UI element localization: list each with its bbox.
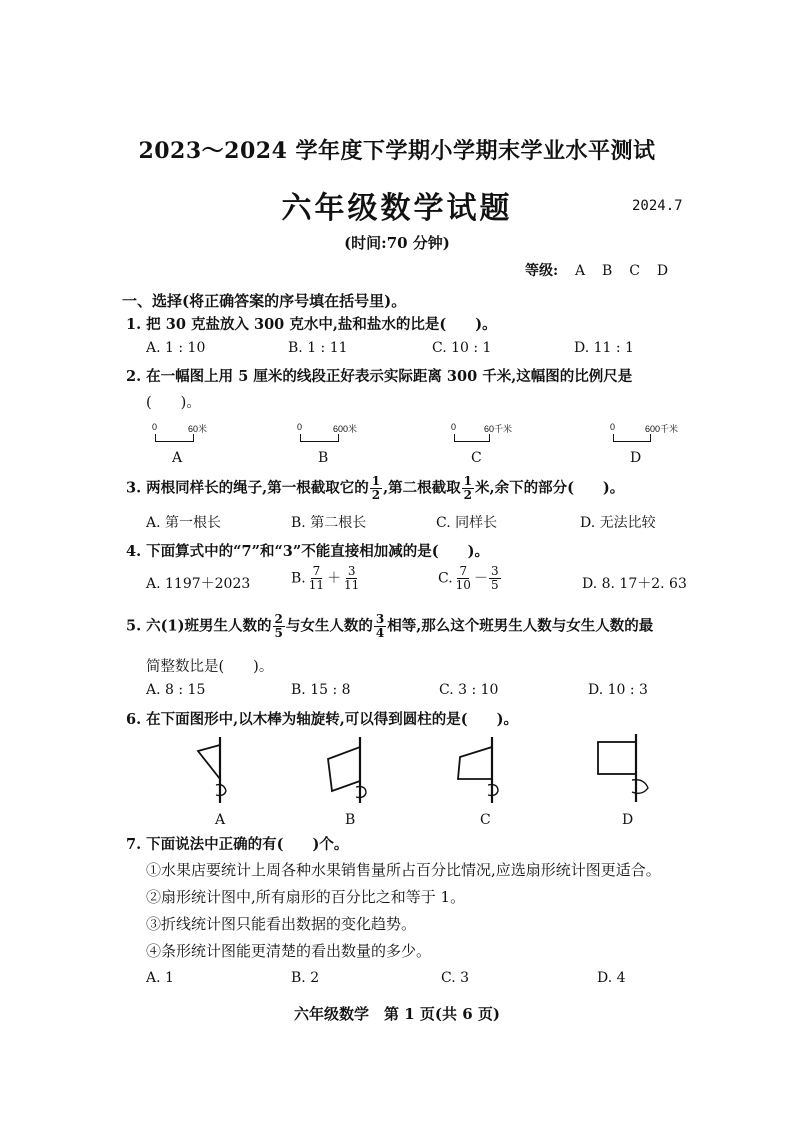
- grade-level: B: [602, 263, 613, 279]
- q3-text: 米,余下的部分( )。: [475, 479, 625, 497]
- scale-zero: 0: [451, 422, 457, 432]
- q6-figure-a: [180, 735, 260, 807]
- question-5-line2: 简整数比是( )。: [146, 659, 274, 675]
- q2-option-a: A: [172, 450, 183, 466]
- q2-option-c: C: [471, 450, 482, 466]
- q6-option-c: C: [480, 812, 491, 828]
- q6-figure-b: [320, 735, 400, 807]
- q1-option-a: A. 1 : 10: [146, 340, 206, 356]
- grade-level: D: [656, 263, 669, 279]
- question-4: 4. 下面算式中的“7”和“3”不能直接相加减的是( )。: [126, 543, 489, 560]
- scale-zero: 0: [152, 422, 158, 432]
- q7-option-a: A. 1: [146, 970, 174, 986]
- exam-date: 2024.7: [632, 198, 683, 214]
- scale-unit: 600千米: [645, 424, 679, 434]
- question-3: [126, 475, 624, 502]
- q5-option-a: A. 8 : 15: [146, 682, 206, 698]
- q3-option-b: B. 第二根长: [291, 515, 367, 531]
- scale-line: [613, 434, 651, 442]
- q6-option-a: A: [215, 812, 226, 828]
- q2-option-d: D: [630, 450, 642, 466]
- q4-option-a: A. 1197＋2023: [146, 576, 251, 592]
- q1-option-d: D. 11 : 1: [574, 340, 634, 356]
- scale-unit: 60米: [188, 424, 208, 434]
- q6-figure-d: [590, 732, 670, 807]
- q4-option-d: D. 8. 17＋2. 63: [582, 576, 687, 592]
- q7-statement: ④条形统计图能更清楚的看出数量的多少。: [146, 942, 432, 960]
- q5-option-b: B. 15 : 8: [291, 682, 351, 698]
- q2-option-b: B: [318, 450, 329, 466]
- exam-series-title: 2023～2024 学年度下学期小学期末学业水平测试: [138, 138, 656, 164]
- q1-option-b: B. 1 : 11: [288, 340, 348, 356]
- q3-option-a: A. 第一根长: [146, 515, 222, 531]
- q6-option-d: D: [622, 812, 634, 828]
- fraction: $\frac{1}{2}$: [371, 474, 381, 502]
- grade-level: C: [629, 263, 640, 279]
- q3-text: ,第二根截取: [383, 479, 461, 497]
- question-7: 7. 下面说法中正确的有( )个。: [126, 836, 349, 853]
- scale-zero: 0: [610, 422, 616, 432]
- question-6: 6. 在下面图形中,以木棒为轴旋转,可以得到圆柱的是( )。: [126, 711, 519, 728]
- q4-option-c: C. $\frac{7}{10}$ － $\frac{3}{5}$: [438, 564, 499, 592]
- scale-unit: 60千米: [484, 424, 513, 434]
- q7-statement: ③折线统计图只能看出数据的变化趋势。: [146, 915, 417, 933]
- scale-bar-d: [610, 422, 685, 445]
- question-2: 2. 在一幅图上用 5 厘米的线段正好表示实际距离 300 千米,这幅图的比例尺是: [126, 368, 633, 385]
- scale-line: [155, 434, 194, 442]
- q1-option-c: C. 10 : 1: [432, 340, 492, 356]
- q5-option-c: C. 3 : 10: [439, 682, 499, 698]
- question-5: 5. 六(1)班男生人数的 $\frac{2}{5}$ 与女生人数的 $\frac{3}{4}$ 相等,那么这个班男生人数与女生人数的最: [126, 612, 654, 640]
- section-heading: 一、选择(将正确答案的序号填在括号里)。: [122, 292, 407, 310]
- q3-option-d: D. 无法比较: [580, 515, 656, 531]
- grade-level: A: [575, 263, 586, 279]
- fraction: $\frac{1}{2}$: [463, 474, 473, 502]
- grade-row: [525, 260, 668, 280]
- scale-line: [454, 434, 490, 442]
- question-2-line2: ( )。: [146, 395, 201, 411]
- grade-label: 等级:: [525, 263, 559, 279]
- q7-statement: ①水果店要统计上周各种水果销售量所占百分比情况,应选扇形统计图更适合。: [146, 861, 661, 879]
- scale-line: [300, 434, 339, 442]
- q4-option-b: B. $\frac{7}{11}$ ＋ $\frac{3}{11}$: [291, 564, 360, 592]
- q3-option-c: C. 同样长: [436, 515, 498, 531]
- exam-title: 六年级数学试题: [281, 191, 513, 226]
- q7-option-b: B. 2: [291, 970, 320, 986]
- scale-bar-c: [451, 422, 521, 445]
- q7-option-d: D. 4: [597, 970, 626, 986]
- question-1: 1. 把 30 克盐放入 300 克水中,盐和盐水的比是( )。: [126, 316, 497, 333]
- q7-option-c: C. 3: [441, 970, 470, 986]
- scale-bar-b: [297, 422, 367, 445]
- scale-zero: 0: [297, 422, 303, 432]
- q3-text: 3. 两根同样长的绳子,第一根截取它的: [126, 479, 369, 497]
- scale-bar-a: [152, 422, 212, 445]
- exam-duration: (时间:70 分钟): [344, 234, 450, 252]
- q7-statement: ②扇形统计图中,所有扇形的百分比之和等于 1。: [146, 888, 466, 906]
- scale-unit: 600米: [333, 424, 358, 434]
- q6-figure-c: [452, 735, 532, 807]
- q5-option-d: D. 10 : 3: [588, 682, 648, 698]
- page-footer: 六年级数学 第 1 页(共 6 页): [294, 1005, 500, 1023]
- q6-option-b: B: [345, 812, 356, 828]
